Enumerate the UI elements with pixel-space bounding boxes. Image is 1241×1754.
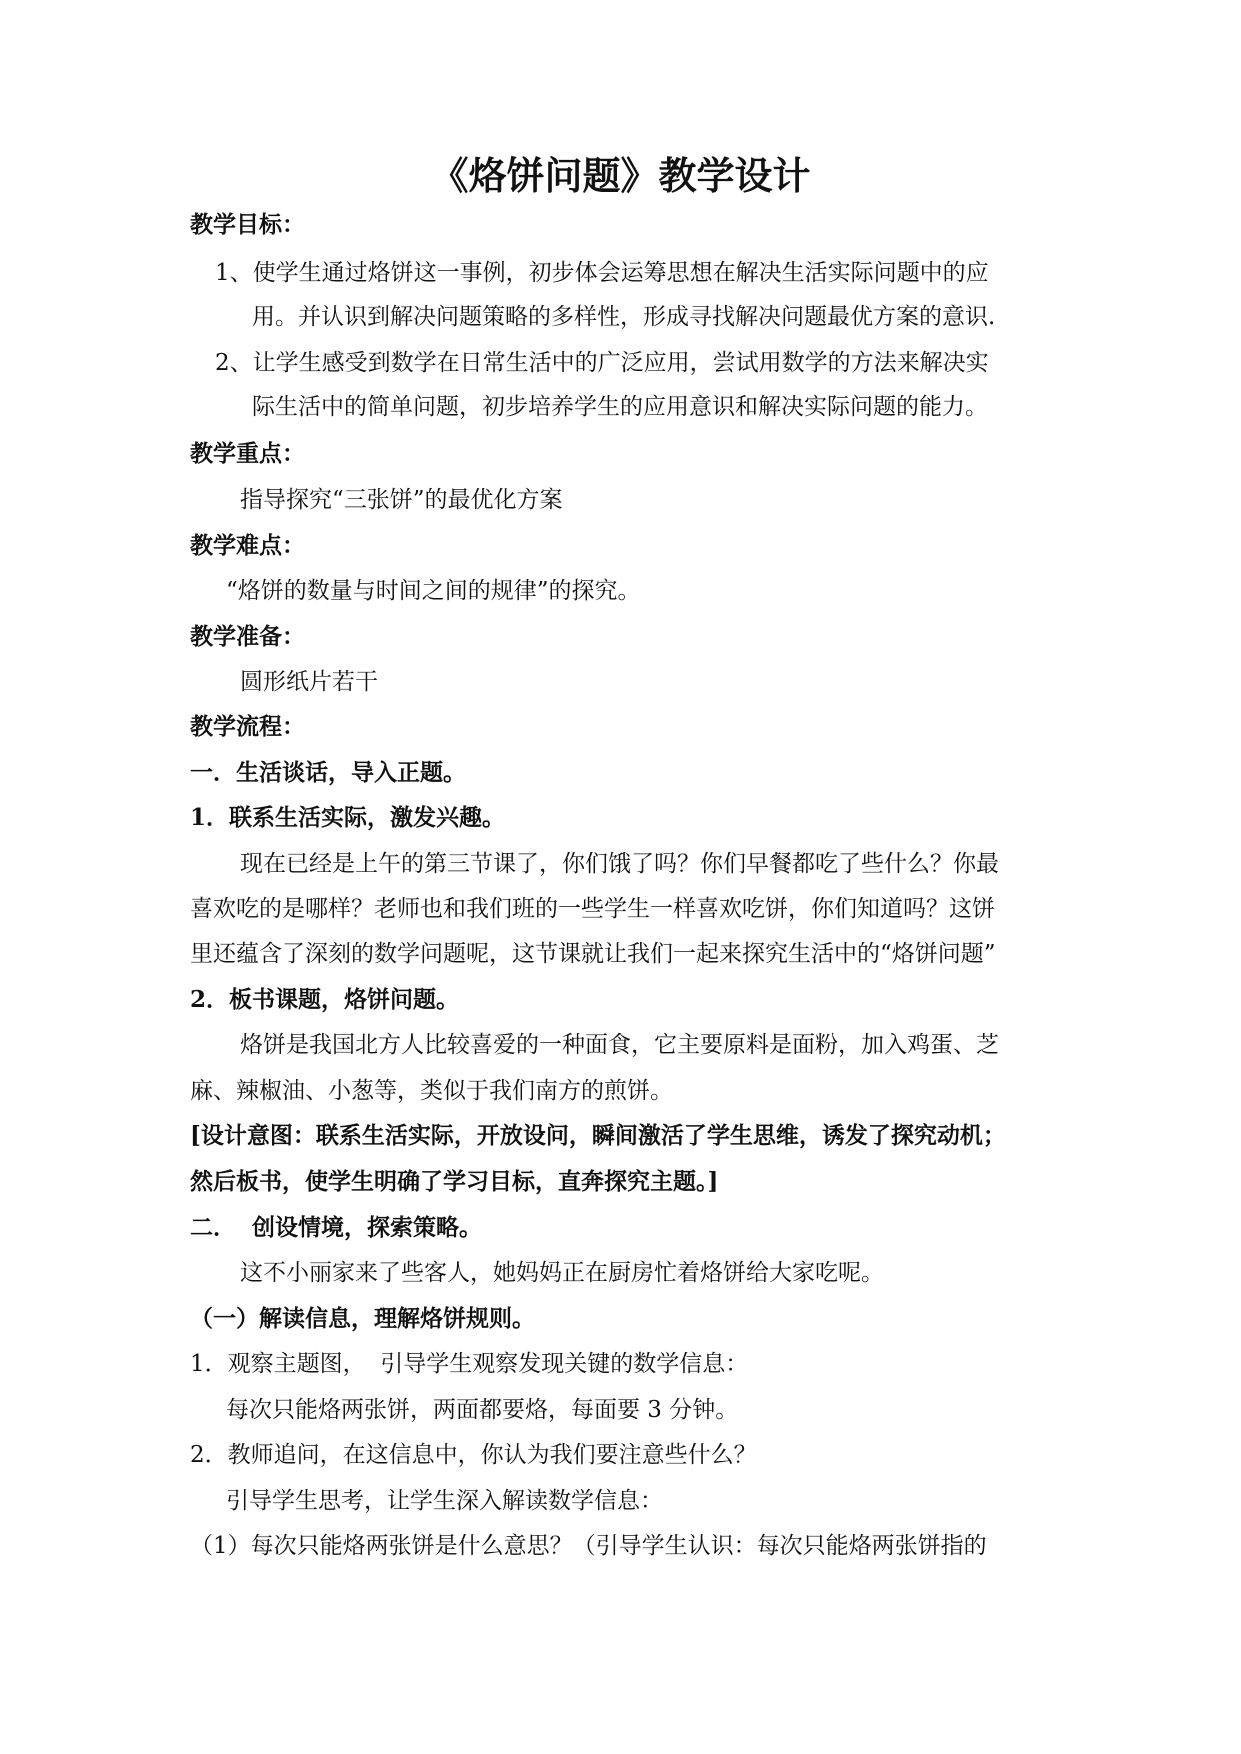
part-2-intro: 这不小丽家来了些客人，她妈妈正在厨房忙着烙饼给大家吃呢。 <box>240 1260 884 1286</box>
preparation-heading: 教学准备： <box>190 623 305 650</box>
sub-1-item-2-guide: 引导学生思考，让学生深入解读数学信息： <box>226 1488 663 1514</box>
step-1-line-1: 现在已经是上午的第三节课了，你们饿了吗？你们早餐都吃了些什么？你最 <box>240 851 999 877</box>
objective-1-line-1: 1、使学生通过烙饼这一事例，初步体会运筹思想在解决生活实际问题中的应 <box>215 260 989 286</box>
part-1-heading: 一．生活谈话，导入正题。 <box>190 759 466 786</box>
step-1-line-2: 喜欢吃的是哪样？老师也和我们班的一些学生一样喜欢吃饼，你们知道吗？这饼 <box>190 896 995 922</box>
step-2-line-2: 麻、辣椒油、小葱等，类似于我们南方的煎饼。 <box>190 1078 673 1104</box>
objective-2-line-2: 际生活中的简单问题，初步培养学生的应用意识和解决实际问题的能力。 <box>252 394 988 420</box>
sub-1-item-1-info: 每次只能烙两张饼，两面都要烙，每面要 3 分钟。 <box>226 1397 739 1423</box>
objectives-heading: 教学目标： <box>190 211 305 238</box>
key-point-text: 指导探究“三张饼”的最优化方案 <box>240 487 563 513</box>
preparation-text: 圆形纸片若干 <box>240 669 378 695</box>
part-2-heading: 二． 创设情境，探索策略。 <box>190 1214 483 1241</box>
difficulty-text: “烙饼的数量与时间之间的规律”的探究。 <box>226 578 641 604</box>
design-intent-line-1: [设计意图：联系生活实际，开放设问，瞬间激活了学生思维，诱发了探究动机； <box>190 1122 1006 1149</box>
key-point-heading: 教学重点： <box>190 440 305 467</box>
step-2-heading: 2．板书课题，烙饼问题。 <box>190 986 460 1013</box>
objective-2-line-1: 2、让学生感受到数学在日常生活中的广泛应用，尝试用数学的方法来解决实 <box>215 350 989 376</box>
step-1-heading: 1．联系生活实际，激发兴趣。 <box>190 804 506 831</box>
process-heading: 教学流程： <box>190 713 305 740</box>
step-1-line-3: 里还蕴含了深刻的数学问题呢，这节课就让我们一起来探究生活中的“烙饼问题” <box>190 941 996 967</box>
document-title: 《烙饼问题》教学设计 <box>430 153 811 198</box>
sub-1-item-1: 1．观察主题图， 引导学生观察发现关键的数学信息： <box>190 1351 749 1377</box>
objective-1-line-2: 用。并认识到解决问题策略的多样性，形成寻找解决问题最优方案的意识. <box>252 304 996 330</box>
design-intent-line-2: 然后板书，使学生明确了学习目标，直奔探究主题。] <box>190 1168 719 1195</box>
sub-1-item-2: 2．教师追问，在这信息中，你认为我们要注意些什么？ <box>190 1442 757 1468</box>
difficulty-heading: 教学难点： <box>190 532 305 559</box>
step-2-line-1: 烙饼是我国北方人比较喜爱的一种面食，它主要原料是面粉，加入鸡蛋、芝 <box>240 1032 999 1058</box>
sub-section-1-heading: （一）解读信息，理解烙饼规则。 <box>190 1305 535 1332</box>
sub-1-question-1: （1）每次只能烙两张饼是什么意思？（引导学生认识：每次只能烙两张饼指的 <box>190 1533 987 1559</box>
